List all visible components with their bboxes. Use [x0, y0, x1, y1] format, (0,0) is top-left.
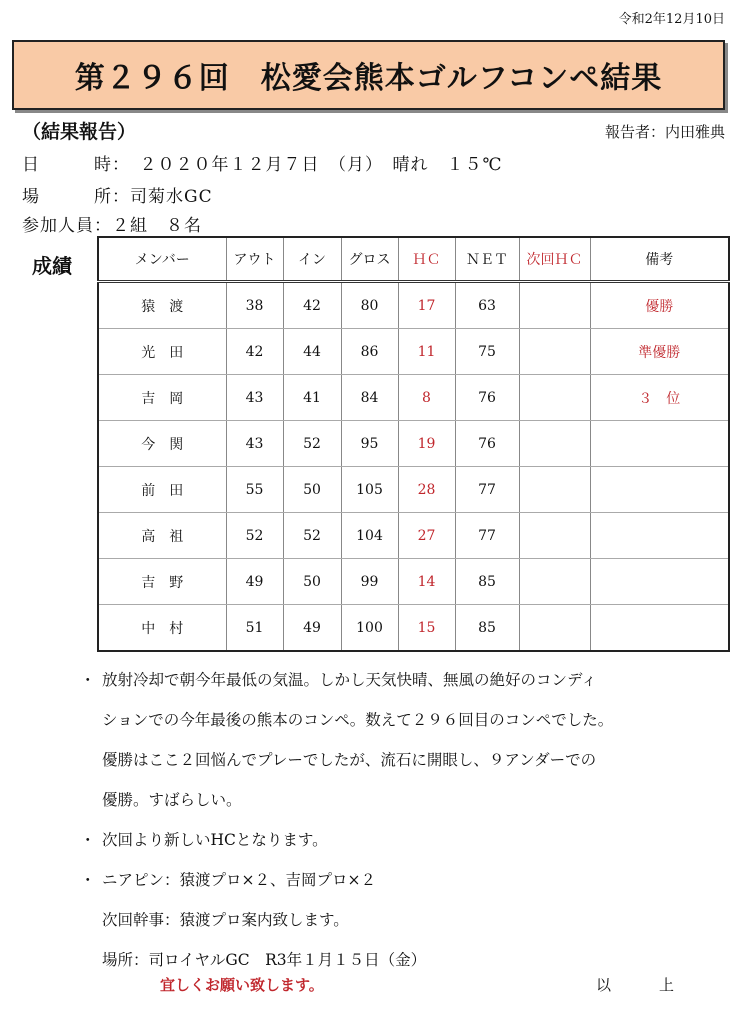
closing-text: 宜しくお願い致します。	[160, 976, 324, 994]
net-cell: 63	[455, 282, 519, 329]
table-row	[98, 559, 729, 605]
next-hc-cell	[519, 421, 590, 467]
next-hc-cell	[519, 329, 590, 375]
in-cell: 41	[283, 375, 341, 421]
net-cell: 76	[455, 421, 519, 467]
gross-cell: 104	[341, 513, 398, 559]
info-place: 場 所：司菊水GC	[22, 187, 213, 207]
note-cell: 優勝	[590, 282, 729, 329]
header-net: ＮＥＴ	[455, 237, 519, 282]
bullet: ・	[80, 671, 96, 689]
report-date: 令和2年12月10日	[618, 12, 725, 27]
in-cell: 52	[283, 421, 341, 467]
member-cell: 今関	[98, 421, 226, 467]
reporter: 報告者：内田雅典	[604, 123, 725, 141]
header-note: 備考	[590, 237, 729, 282]
bullet: ・	[80, 871, 96, 889]
bullet: ・	[80, 831, 96, 849]
table-row	[98, 282, 729, 329]
note-item	[80, 860, 720, 900]
note-text: 放射冷却で朝今年最低の気温。しかし天気快晴、無風の絶好のコンディ	[102, 671, 597, 689]
member-cell: 吉野	[98, 559, 226, 605]
table-row	[98, 329, 729, 375]
note-cell: 準優勝	[590, 329, 729, 375]
header-member: メンバー	[98, 237, 226, 282]
next-hc-cell	[519, 282, 590, 329]
next-hc-cell	[519, 513, 590, 559]
note-item	[80, 820, 720, 860]
gross-cell: 84	[341, 375, 398, 421]
note-text: 優勝。すばらしい。	[102, 791, 242, 809]
net-cell: 85	[455, 605, 519, 652]
hc-cell: 19	[398, 421, 455, 467]
member-cell: 高祖	[98, 513, 226, 559]
hc-cell: 28	[398, 467, 455, 513]
note-text: 次回幹事：猿渡プロ案内致します。	[102, 911, 349, 929]
table-header-row	[98, 237, 729, 282]
note-text: ションでの今年最後の熊本のコンペ。数えて２９６回目のコンペでした。	[102, 711, 614, 729]
note-cell	[590, 513, 729, 559]
next-hc-cell	[519, 559, 590, 605]
gross-cell: 95	[341, 421, 398, 467]
hc-cell: 17	[398, 282, 455, 329]
out-cell: 51	[226, 605, 283, 652]
hc-cell: 8	[398, 375, 455, 421]
next-hc-cell	[519, 375, 590, 421]
member-cell: 光田	[98, 329, 226, 375]
in-cell: 49	[283, 605, 341, 652]
header-out: アウト	[226, 237, 283, 282]
out-cell: 55	[226, 467, 283, 513]
header-in: イン	[283, 237, 341, 282]
notes	[80, 660, 720, 980]
in-cell: 52	[283, 513, 341, 559]
note-text: ニアピン：猿渡プロ×２、吉岡プロ×２	[102, 871, 376, 889]
gross-cell: 80	[341, 282, 398, 329]
info-participants: 参加人員：２組 ８名	[22, 216, 202, 236]
gross-cell: 105	[341, 467, 398, 513]
member-cell: 中村	[98, 605, 226, 652]
gross-cell: 86	[341, 329, 398, 375]
member-cell: 猿渡	[98, 282, 226, 329]
results-table	[97, 236, 730, 652]
in-cell: 44	[283, 329, 341, 375]
in-cell: 50	[283, 559, 341, 605]
net-cell: 77	[455, 467, 519, 513]
hc-cell: 27	[398, 513, 455, 559]
next-hc-cell	[519, 467, 590, 513]
out-cell: 43	[226, 421, 283, 467]
table-row	[98, 421, 729, 467]
gross-cell: 100	[341, 605, 398, 652]
table-row	[98, 467, 729, 513]
header-next-hc: 次回ＨＣ	[519, 237, 590, 282]
out-cell: 52	[226, 513, 283, 559]
note-cell	[590, 605, 729, 652]
out-cell: 43	[226, 375, 283, 421]
net-cell: 85	[455, 559, 519, 605]
out-cell: 38	[226, 282, 283, 329]
note-cell: ３ 位	[590, 375, 729, 421]
hc-cell: 14	[398, 559, 455, 605]
gross-cell: 99	[341, 559, 398, 605]
net-cell: 76	[455, 375, 519, 421]
in-cell: 50	[283, 467, 341, 513]
note-text: 場所：司ロイヤルGC R3年１月１５日（金）	[102, 951, 427, 969]
results-label: 成績	[32, 254, 72, 278]
table-row	[98, 375, 729, 421]
member-cell: 吉岡	[98, 375, 226, 421]
note-cell	[590, 467, 729, 513]
hc-cell: 11	[398, 329, 455, 375]
net-cell: 77	[455, 513, 519, 559]
note-item	[80, 660, 720, 700]
note-text: 優勝はここ２回悩んでプレーでしたが、流石に開眼し、９アンダーでの	[102, 751, 597, 769]
table-row	[98, 605, 729, 652]
member-cell: 前田	[98, 467, 226, 513]
note-cell	[590, 559, 729, 605]
net-cell: 75	[455, 329, 519, 375]
ijou-text: 以上	[596, 976, 723, 994]
out-cell: 42	[226, 329, 283, 375]
hc-cell: 15	[398, 605, 455, 652]
note-text: 次回より新しいHCとなります。	[102, 831, 328, 849]
info-datetime: 日 時： ２０２０年１２月７日 （月） 晴れ １５℃	[22, 155, 503, 175]
page-title: 第２９６回 松愛会熊本ゴルフコンペ結果	[12, 40, 725, 110]
table-row	[98, 513, 729, 559]
header-hc: ＨＣ	[398, 237, 455, 282]
out-cell: 49	[226, 559, 283, 605]
in-cell: 42	[283, 282, 341, 329]
header-gross: グロス	[341, 237, 398, 282]
subheading: （結果報告）	[22, 121, 137, 143]
next-hc-cell	[519, 605, 590, 652]
note-cell	[590, 421, 729, 467]
